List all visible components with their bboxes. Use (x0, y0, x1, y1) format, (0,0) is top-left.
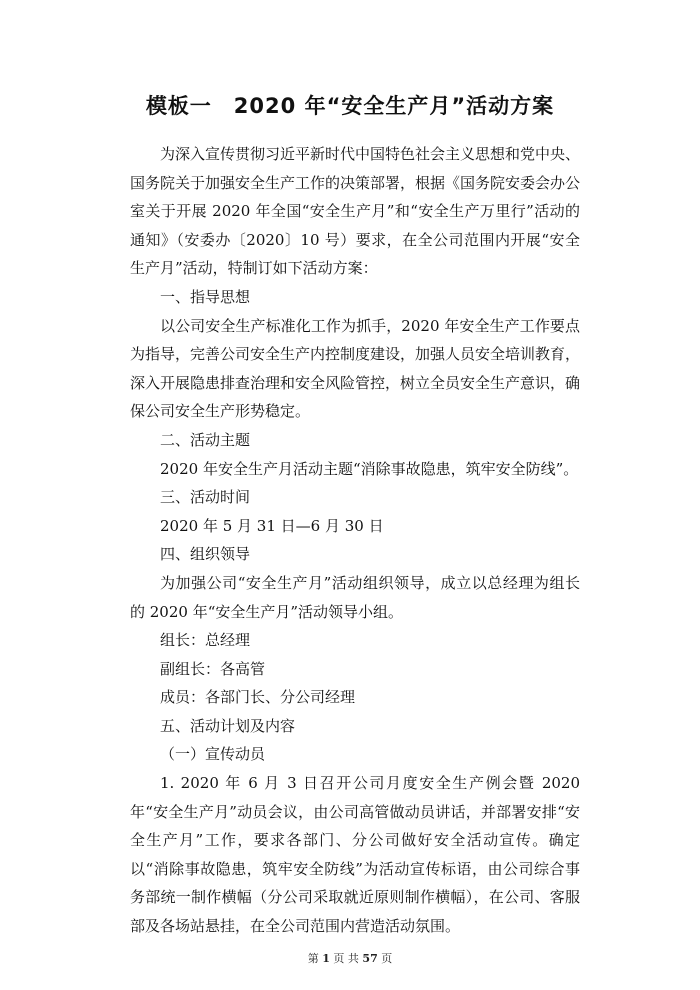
page-footer (0, 950, 700, 966)
paragraph-leadership: 为加强公司“安全生产月”活动组织领导，成立以总经理为组长的 2020 年“安全生产月”活动领导小组。 (130, 573, 580, 621)
heading-plan: 五、活动计划及内容 (160, 716, 296, 735)
heading-guiding-thought: 一、指导思想 (160, 287, 251, 306)
paragraph-guiding-thought: 以公司安全生产标准化工作为抓手，2020 年安全生产工作要点为指导，完善公司安全生产内控制度建设，加强人员安全培训教育，深入开展隐患排查治理和安全风险管控，树立全员安全生产意识，确保公司安全生产形势稳定。 (130, 316, 581, 421)
subheading-publicity: （一）宣传动员 (160, 745, 266, 764)
paragraph-time: 2020 年 5 月 31 日—6 月 30 日 (160, 516, 384, 535)
paragraph-intro: 为深入宣传贯彻习近平新时代中国特色社会主义思想和党中央、国务院关于加强安全生产工作的决策部署，根据《国务院安委会办公室关于开展 2020 年全国“安全生产月”和“安全生产万里行”活动的通知》（安委办〔2020〕10 号）要求，在全公司范围内开展“安全生产月”活动，特制订如下活动方案： (130, 145, 581, 278)
document-body (130, 140, 580, 941)
footer-page-number: 1 (322, 952, 330, 965)
deputy-leader-line: 副组长：各高管 (160, 659, 266, 678)
paragraph-theme: 2020 年安全生产月活动主题“消除事故隐患，筑牢安全防线”。 (160, 459, 579, 478)
footer-suffix: 页 (381, 952, 393, 965)
footer-prefix: 第 (307, 952, 319, 965)
heading-time: 三、活动时间 (160, 488, 251, 507)
members-line: 成员：各部门长、分公司经理 (160, 688, 356, 707)
paragraph-publicity: 1. 2020 年 6 月 3 日召开公司月度安全生产例会暨 2020 年“安全生产月”动员会议，由公司高管做动员讲话，并部署安排“安全生产月”工作，要求各部门、分公司做好安全活动宣传。确定以“消除事故隐患，筑牢安全防线”为活动宣传标语，由公司综合事务部统一制作横幅（分公司采取就近原则制作横幅），在公司、客服部及各场站悬挂，在全公司范围内营造活动氛围。 (130, 774, 580, 936)
page-title: 模板一 2020 年“安全生产月”活动方案 (145, 94, 555, 118)
footer-middle: 页 共 (333, 952, 359, 965)
footer-total-pages: 57 (362, 952, 378, 965)
leader-line: 组长：总经理 (160, 631, 251, 650)
heading-leadership: 四、组织领导 (160, 545, 251, 564)
heading-theme: 二、活动主题 (160, 430, 251, 449)
